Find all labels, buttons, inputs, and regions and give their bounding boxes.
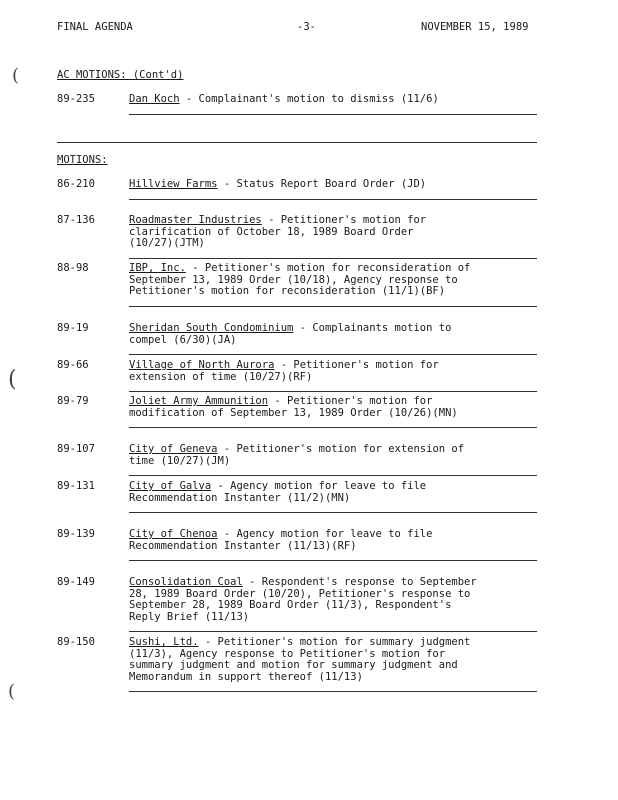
agenda-item-text: - Complainants motion to [293,322,452,334]
party-name: Village of North Aurora [129,359,275,371]
margin-mark: ( [12,65,20,86]
agenda-item-line: Petitioner's motion for reconsideration (11/1)(BF) [129,285,446,298]
section-heading-ac-motions: AC MOTIONS: (Cont'd) [57,69,184,81]
agenda-item-line [129,481,426,493]
agenda-item-line: (11/3), Agency response to Petitioner's motion for [129,647,446,660]
party-name: Roadmaster Industries [129,214,262,226]
agenda-item-line [129,94,439,106]
party-name: Dan Koch [129,93,180,105]
agenda-item-line: extension of time (10/27)(RF) [129,370,313,383]
docket-number: 89-149 [57,576,95,588]
agenda-item-text: - Respondent's response to September [242,576,477,588]
docket-number: 89-150 [57,636,95,648]
agenda-item-text: - Petitioner's motion for summary judgment [198,636,471,648]
section-heading-motions: MOTIONS: [57,154,108,166]
agenda-item-line: summary judgment and motion for summary judgment and [129,659,458,672]
agenda-item-line [129,637,470,649]
signature-line [129,258,537,259]
agenda-item-line: Recommendation Instanter (11/13)(RF) [129,539,357,552]
party-name: IBP, Inc. [129,262,186,274]
agenda-item-line: September 28, 1989 Board Order (11/3), Respondent's [129,599,452,612]
docket-number: 89-19 [57,322,89,334]
agenda-item-line: time (10/27)(JM) [129,454,231,467]
signature-line [129,391,537,392]
agenda-item-line [129,360,439,372]
agenda-item-line [129,444,464,456]
margin-mark: ( [8,367,17,392]
agenda-item-line: Memorandum in support thereof (11/13) [129,670,363,683]
agenda-item-line: 28, 1989 Board Order (10/20), Petitioner's response to [129,587,471,600]
docket-number: 89-79 [57,395,89,407]
agenda-item-text: - Agency motion for leave to file [217,528,433,540]
agenda-item-line [129,396,432,408]
agenda-item-text: - Status Report Board Order (JD) [217,178,427,190]
header-date: NOVEMBER 15, 1989 [421,21,529,33]
agenda-item-line: clarification of October 18, 1989 Board Order [129,225,414,238]
agenda-item-line: Recommendation Instanter (11/2)(MN) [129,491,351,504]
party-name: Consolidation Coal [129,576,243,588]
agenda-item-line [129,323,451,335]
party-name: City of Geneva [129,443,218,455]
signature-line [129,631,537,632]
signature-line [129,691,537,692]
page-number: -3- [297,21,316,33]
agenda-item-line [129,179,426,191]
party-name: City of Chenoa [129,528,218,540]
margin-mark: ( [8,681,16,702]
agenda-item-text: - Agency motion for leave to file [211,480,427,492]
section-divider [57,142,537,143]
agenda-item-text: - Petitioner's motion for reconsideration of [185,262,471,274]
signature-line [129,427,537,428]
agenda-item-line [129,529,432,541]
docket-number: 89-66 [57,359,89,371]
agenda-item-line: compel (6/30)(JA) [129,333,237,346]
docket-number: 88-98 [57,262,89,274]
party-name: Sushi, Ltd. [129,636,199,648]
docket-number: 86-210 [57,178,95,190]
signature-line [129,560,537,561]
signature-line [129,199,537,200]
agenda-item-text: - Petitioner's motion for [268,395,433,407]
agenda-item-line [129,577,477,589]
agenda-item-text: - Petitioner's motion for [261,214,427,226]
signature-line [129,512,537,513]
agenda-item-line: Reply Brief (11/13) [129,610,250,623]
party-name: Sheridan South Condominium [129,322,294,334]
docket-number: 89-131 [57,480,95,492]
party-name: Joliet Army Ammunition [129,395,269,407]
signature-line [129,114,537,115]
docket-number: 89-235 [57,93,95,105]
header-left: FINAL AGENDA [57,21,133,33]
agenda-item-line: (10/27)(JTM) [129,237,205,250]
agenda-item-line [129,263,470,275]
signature-line [129,354,537,355]
docket-number: 89-107 [57,443,95,455]
signature-line [129,475,537,476]
agenda-item-line [129,215,426,227]
agenda-item-line: September 13, 1989 Order (10/18), Agency response to [129,273,458,286]
signature-line [129,306,537,307]
party-name: City of Galva [129,480,212,492]
agenda-item-text: - Petitioner's motion for extension of [217,443,465,455]
agenda-item-line: modification of September 13, 1989 Order (10/26)(MN) [129,406,458,419]
agenda-item-text: - Complainant's motion to dismiss (11/6) [179,93,439,105]
agenda-item-text: - Petitioner's motion for [274,359,439,371]
party-name: Hillview Farms [129,178,218,190]
docket-number: 89-139 [57,528,95,540]
docket-number: 87-136 [57,214,95,226]
